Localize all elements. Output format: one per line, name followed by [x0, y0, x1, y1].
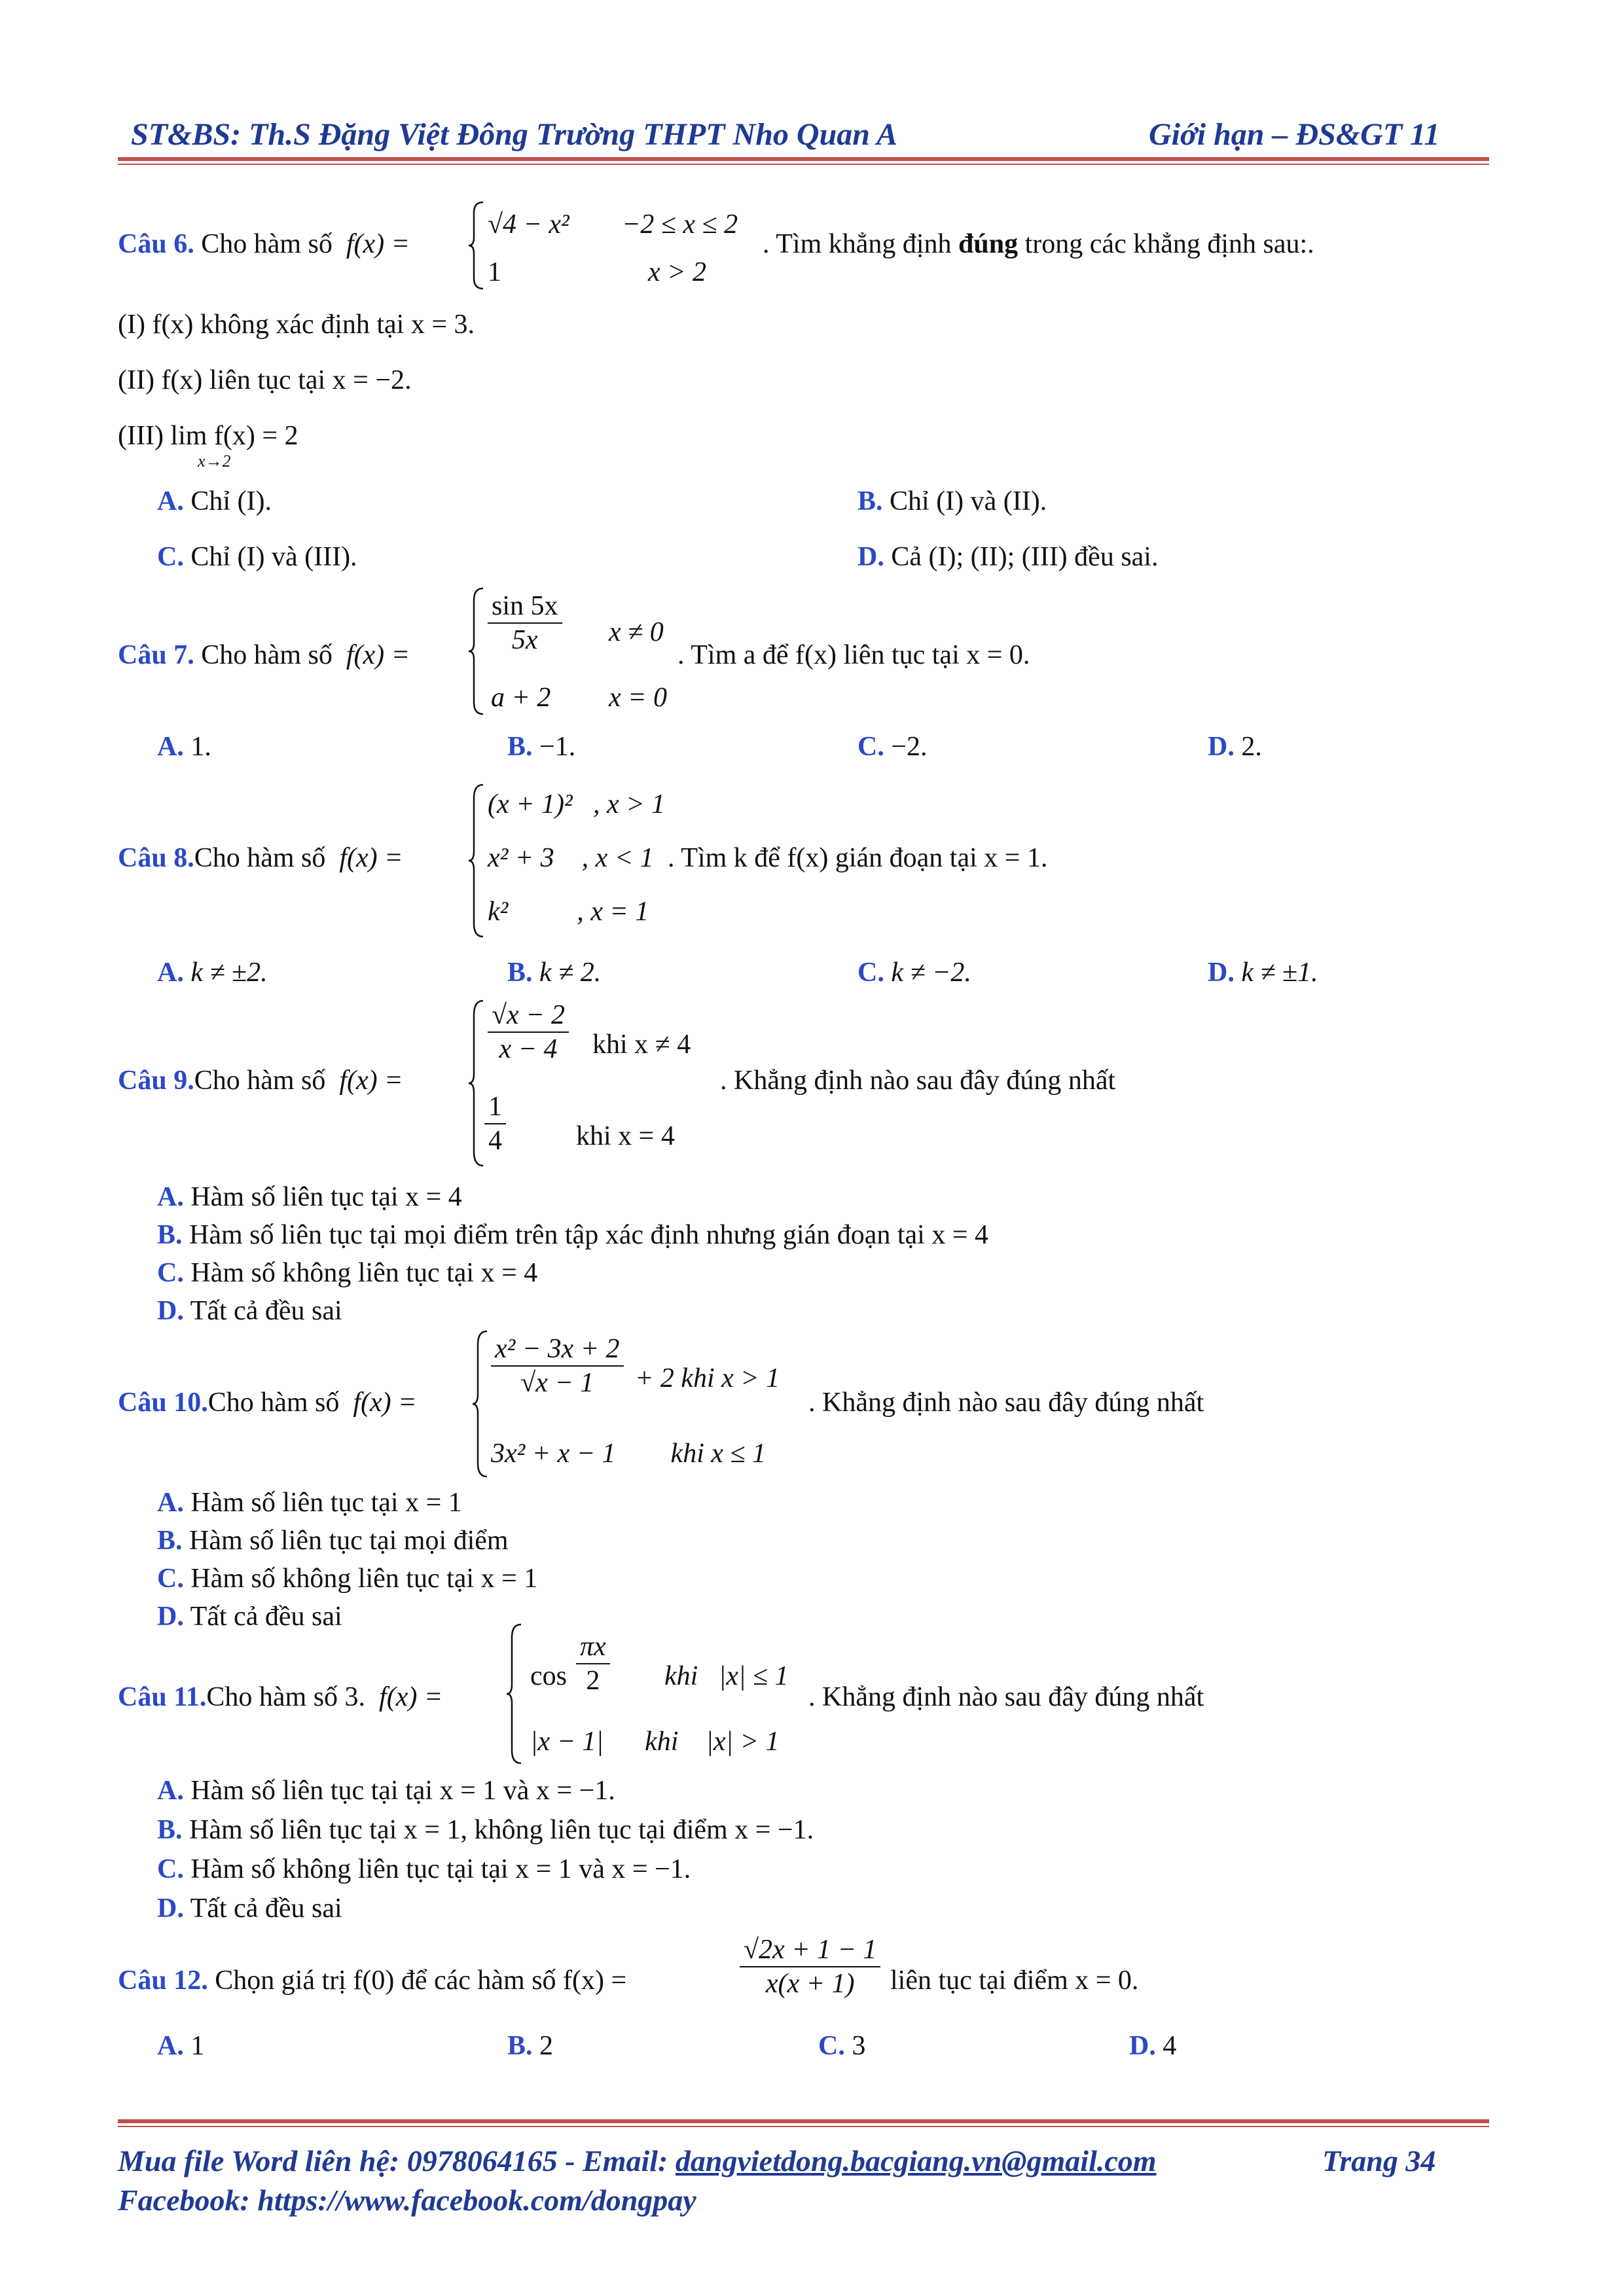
q11-tail: . Khẳng định nào sau đây đúng nhất: [808, 1682, 1204, 1712]
footer-rule-thin: [118, 2126, 1489, 2127]
q12-option-d[interactable]: D. 4: [1129, 2031, 1177, 2061]
question-12: Câu 12. Chọn giá trị f(0) để các hàm số f(x) =: [118, 1965, 627, 1996]
q7-piece2-expr: a + 2: [491, 683, 551, 713]
q8-piece3: k² , x = 1: [488, 897, 649, 927]
q9-option-b[interactable]: B. Hàm số liên tục tại mọi điểm trên tập xác định nhưng gián đoạn tại x = 4: [157, 1220, 989, 1250]
q8-piece1: (x + 1)² , x > 1: [488, 789, 666, 819]
brace-q10: [470, 1329, 490, 1479]
q8-tail: . Tìm k để f(x) gián đoạn tại x = 1.: [668, 843, 1048, 873]
header-rule-thin: [118, 164, 1489, 165]
q9-option-d[interactable]: D. Tất cả đều sai: [157, 1296, 342, 1326]
q7-option-a[interactable]: A. 1.: [157, 732, 211, 762]
q9-piece1-cond: khi x ≠ 4: [592, 1030, 691, 1060]
q11-option-d[interactable]: D. Tất cả đều sai: [157, 1893, 342, 1924]
q10-piece1-rest: + 2 khi x > 1: [635, 1363, 780, 1393]
q11-piece2: |x − 1| khi |x| > 1: [530, 1727, 780, 1757]
brace-q6: [466, 200, 486, 291]
q6-statement-2: (II) f(x) liên tục tại x = −2.: [118, 365, 412, 395]
q11-option-a[interactable]: A. Hàm số liên tục tại tại x = 1 và x = −1.: [157, 1776, 615, 1806]
q9-fraction-2: $\frac{1}{4}$: [484, 1093, 506, 1155]
q12-fraction: $\frac{√2x + 1 - 1}{x(x + 1)}$: [740, 1936, 880, 1998]
q10-option-a[interactable]: A. Hàm số liên tục tại x = 1: [157, 1488, 462, 1518]
q6-piece1-cond: −2 ≤ x ≤ 2: [622, 209, 738, 240]
q6-piece2-expr: 1: [488, 257, 501, 287]
footer-page-number: Trang 34: [1322, 2144, 1436, 2178]
q7-fraction: $\frac{\sin 5x}{5x}$: [488, 592, 562, 654]
question-8: Câu 8.Cho hàm số f(x) =: [118, 843, 403, 873]
q8-option-a[interactable]: A. k ≠ ±2.: [157, 958, 268, 988]
brace-q11: [504, 1622, 524, 1766]
q11-option-c[interactable]: C. Hàm số không liên tục tại tại x = 1 và x = −1.: [157, 1854, 691, 1884]
question-11: Câu 11.Cho hàm số 3. f(x) =: [118, 1682, 443, 1712]
q7-option-d[interactable]: D. 2.: [1208, 732, 1262, 762]
q6-piece1-expr: √4 − x²: [488, 209, 569, 240]
q8-option-d[interactable]: D. k ≠ ±1.: [1208, 958, 1318, 988]
q12-tail: liên tục tại điểm x = 0.: [890, 1965, 1139, 1996]
q10-option-b[interactable]: B. Hàm số liên tục tại mọi điểm: [157, 1526, 509, 1556]
q6-statement-3-sub: x→2: [198, 452, 231, 471]
header-right: Giới hạn – ĐS&GT 11: [1149, 117, 1440, 152]
q7-option-b[interactable]: B. −1.: [507, 732, 576, 762]
header-left: ST&BS: Th.S Đặng Việt Đông Trường THPT Nho Quan A: [131, 117, 898, 152]
q7-piece1-cond: x ≠ 0: [609, 617, 664, 647]
question-6: Câu 6. Cho hàm số f(x) =: [118, 229, 410, 259]
q6-tail: . Tìm khẳng định đúng trong các khẳng định sau:.: [763, 229, 1314, 259]
q8-option-c[interactable]: C. k ≠ −2.: [857, 958, 971, 988]
q9-option-a[interactable]: A. Hàm số liên tục tại x = 4: [157, 1182, 462, 1212]
brace-q8: [466, 782, 486, 939]
q10-fraction: $\frac{\text{x² − 3x + 2}}{√x - 1}$: [491, 1335, 624, 1397]
q6-option-b[interactable]: B. Chỉ (I) và (II).: [857, 486, 1047, 516]
q11-fraction: $\frac{\pi x}{2}$: [576, 1633, 610, 1695]
q6-statement-1: (I) f(x) không xác định tại x = 3.: [118, 310, 475, 340]
q6-statement-3: (III) lim f(x) = 2: [118, 421, 298, 451]
question-7: Câu 7. Cho hàm số f(x) =: [118, 640, 410, 670]
q11-option-b[interactable]: B. Hàm số liên tục tại x = 1, không liên tục tại điểm x = −1.: [157, 1815, 814, 1845]
q6-option-c[interactable]: C. Chỉ (I) và (III).: [157, 542, 357, 572]
q10-tail: . Khẳng định nào sau đây đúng nhất: [808, 1388, 1204, 1418]
q10-option-d[interactable]: D. Tất cả đều sai: [157, 1602, 342, 1632]
q8-piece2: x² + 3 , x < 1: [488, 843, 654, 873]
q7-option-c[interactable]: C. −2.: [857, 732, 928, 762]
q9-tail: . Khẳng định nào sau đây đúng nhất: [720, 1066, 1116, 1096]
header-rule: [118, 157, 1489, 161]
q11-piece1-cond: khi |x| ≤ 1: [664, 1661, 789, 1691]
footer-email-link[interactable]: dangvietdong.bacgiang.vn@gmail.com: [675, 2144, 1157, 2178]
footer-rule: [118, 2119, 1489, 2123]
q10-option-c[interactable]: C. Hàm số không liên tục tại x = 1: [157, 1564, 538, 1594]
footer-facebook[interactable]: Facebook: https://www.facebook.com/dongpay: [118, 2183, 696, 2217]
q9-piece2-cond: khi x = 4: [576, 1121, 675, 1151]
q12-option-c[interactable]: C. 3: [818, 2031, 866, 2061]
brace-q7: [466, 586, 486, 717]
q9-fraction-1: $\frac{√x - 2}{x - 4}$: [488, 1001, 569, 1063]
q10-piece2: 3x² + x − 1 khi x ≤ 1: [491, 1439, 767, 1469]
q9-option-c[interactable]: C. Hàm số không liên tục tại x = 4: [157, 1258, 538, 1288]
q7-piece2-cond: x = 0: [609, 683, 667, 713]
q6-option-d[interactable]: D. Cả (I); (II); (III) đều sai.: [857, 542, 1159, 572]
question-9: Câu 9.Cho hàm số f(x) =: [118, 1066, 403, 1096]
q12-option-b[interactable]: B. 2: [507, 2031, 554, 2061]
q8-option-b[interactable]: B. k ≠ 2.: [507, 958, 602, 988]
q6-option-a[interactable]: A. Chỉ (I).: [157, 486, 272, 516]
question-10: Câu 10.Cho hàm số f(x) =: [118, 1388, 417, 1418]
q6-piece2-cond: x > 2: [648, 257, 706, 287]
footer-contact: Mua file Word liên hệ: 0978064165 - Email: dangvietdong.bacgiang.vn@gmail.com: [118, 2144, 1157, 2178]
brace-q9: [466, 998, 486, 1168]
q7-tail: . Tìm a để f(x) liên tục tại x = 0.: [677, 640, 1030, 670]
q11-cos: cos: [530, 1661, 567, 1691]
q12-option-a[interactable]: A. 1: [157, 2031, 205, 2061]
